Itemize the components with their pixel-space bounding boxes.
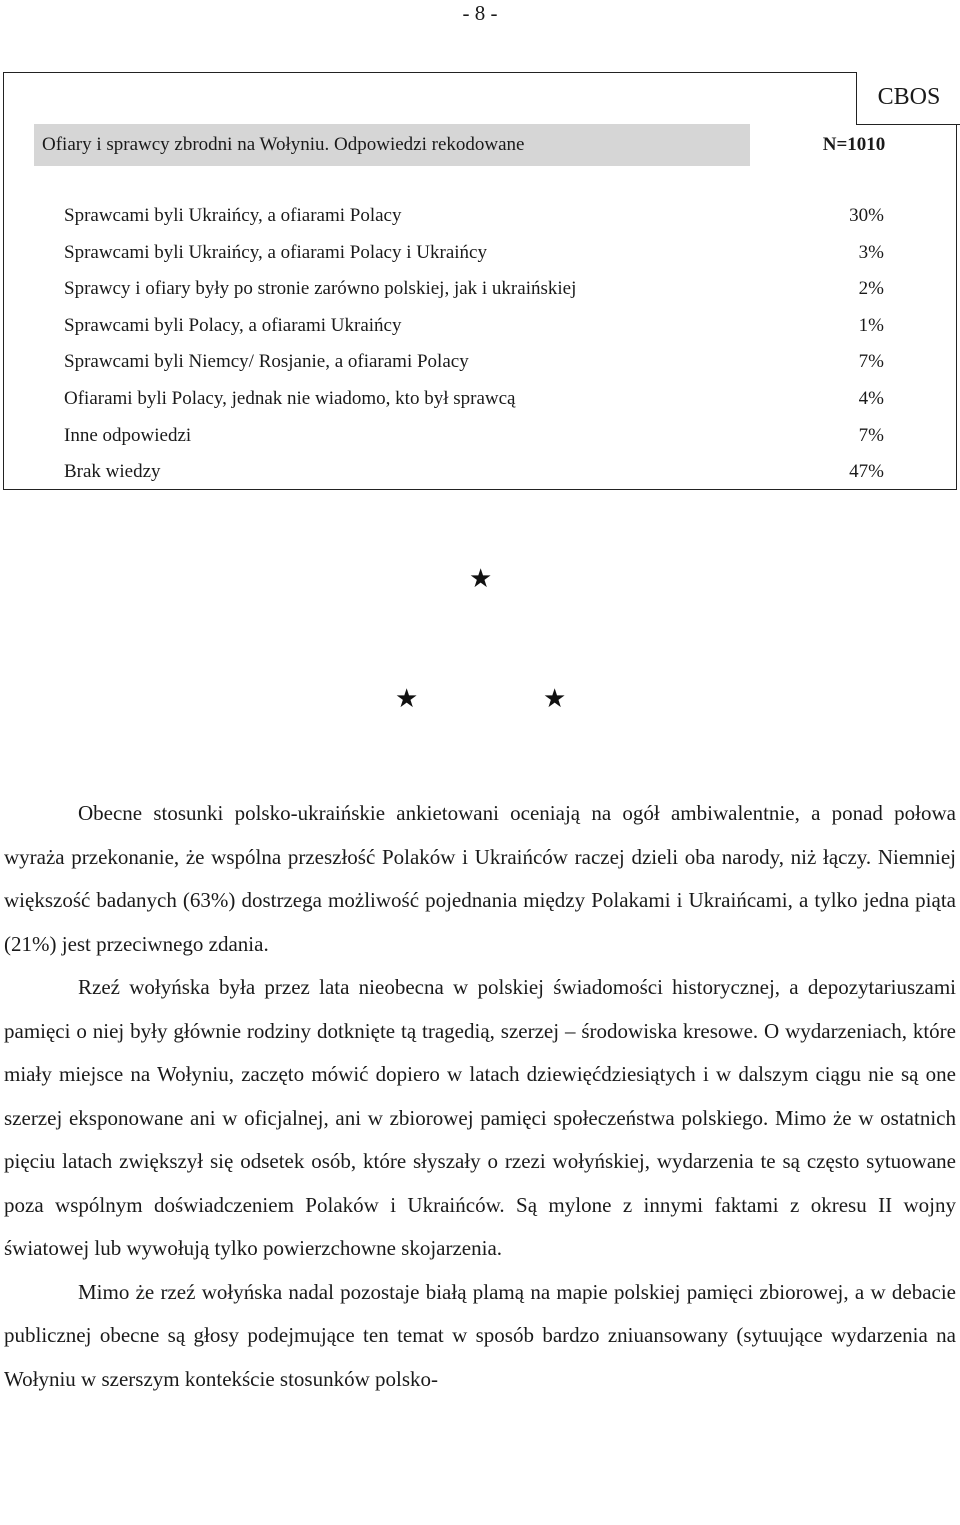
table-title: Ofiary i sprawcy zbrodni na Wołyniu. Odpowiedzi rekodowane [34, 124, 750, 166]
star-separator-icon: ★ [469, 564, 493, 593]
table-row [64, 456, 884, 493]
table-row [64, 346, 884, 383]
star-separator-icon: ★ [395, 684, 419, 713]
row-label: Sprawcami byli Niemcy/ Rosjanie, a ofiarami Polacy [64, 351, 469, 373]
source-label: CBOS [856, 72, 960, 125]
table-row [64, 310, 884, 347]
paragraph: Rzeź wołyńska była przez lata nieobecna w polskiej świadomości historycznej, a depozytariuszami pamięci o niej były głównie rodziny dotknięte tą tragedią, szerzej – środowiska kresowe. O wydarzeniach, które miały miejsce na Wołyniu, zaczęto mówić dopiero w latach dziewięćdziesiątych i w dalszym ciągu nie są one szerzej eksponowane ani w oficjalnej, ani w zbiorowej pamięci społeczeństwa polskiego. Mimo że w ostatnich pięciu latach zwiększył się odsetek osób, które słyszały o rzezi wołyńskiej, wydarzenia te są często sytuowane poza wspólnym doświadczeniem Polaków i Ukraińców. Są mylone z innymi faktami z okresu II wojny światowej lub wywołują tylko powierzchowne skojarzenia. [4, 975, 956, 1260]
row-label: Sprawcy i ofiary były po stronie zarówno polskiej, jak i ukraińskiej [64, 278, 577, 300]
row-label: Brak wiedzy [64, 461, 161, 483]
page-number: - 8 - [462, 1, 498, 25]
body-text [4, 792, 956, 1401]
paragraph: Mimo że rzeź wołyńska nadal pozostaje białą plamą na mapie polskiej pamięci zbiorowej, a w debacie publicznej obecne są głosy podejmujące ten temat w sposób bardzo zniuansowany (sytuujące wydarzenia na Wołyniu w szerszym kontekście stosunków polsko- [4, 1279, 956, 1391]
paragraph: Obecne stosunki polsko-ukraińskie ankietowani oceniają na ogół ambiwalentnie, a ponad połowa wyraża przekonanie, że wspólna przeszłość Polaków i Ukraińców raczej dzieli oba narody, niż łączy. Niemniej większość badanych (63%) dostrzega możliwość pojednania między Polakami i Ukraińcami, a tylko jedna piąta (21%) jest przeciwnego zdania. [4, 801, 956, 956]
row-value: 2% [858, 278, 884, 300]
row-label: Inne odpowiedzi [64, 424, 192, 446]
row-label: Sprawcami byli Polacy, a ofiarami Ukraińcy [64, 314, 402, 336]
row-label: Sprawcami byli Ukraińcy, a ofiarami Polacy [64, 205, 402, 226]
sample-size: N=1010 [822, 134, 886, 155]
table-rows [64, 200, 884, 493]
row-value: 7% [858, 351, 884, 373]
row-value: 3% [858, 241, 884, 263]
row-value: 30% [849, 205, 884, 226]
table-row [64, 273, 884, 310]
star-separator-icon: ★ [543, 684, 567, 713]
survey-table [3, 72, 957, 490]
table-row [64, 420, 884, 457]
row-label: Ofiarami byli Polacy, jednak nie wiadomo, kto był sprawcą [64, 387, 516, 409]
row-label: Sprawcami byli Ukraińcy, a ofiarami Polacy i Ukraińcy [64, 241, 487, 263]
row-value: 47% [849, 461, 884, 483]
table-row [64, 237, 884, 274]
row-value: 7% [858, 424, 884, 446]
table-row [64, 200, 884, 237]
row-value: 1% [858, 314, 884, 336]
row-value: 4% [858, 387, 884, 409]
table-row [64, 383, 884, 420]
